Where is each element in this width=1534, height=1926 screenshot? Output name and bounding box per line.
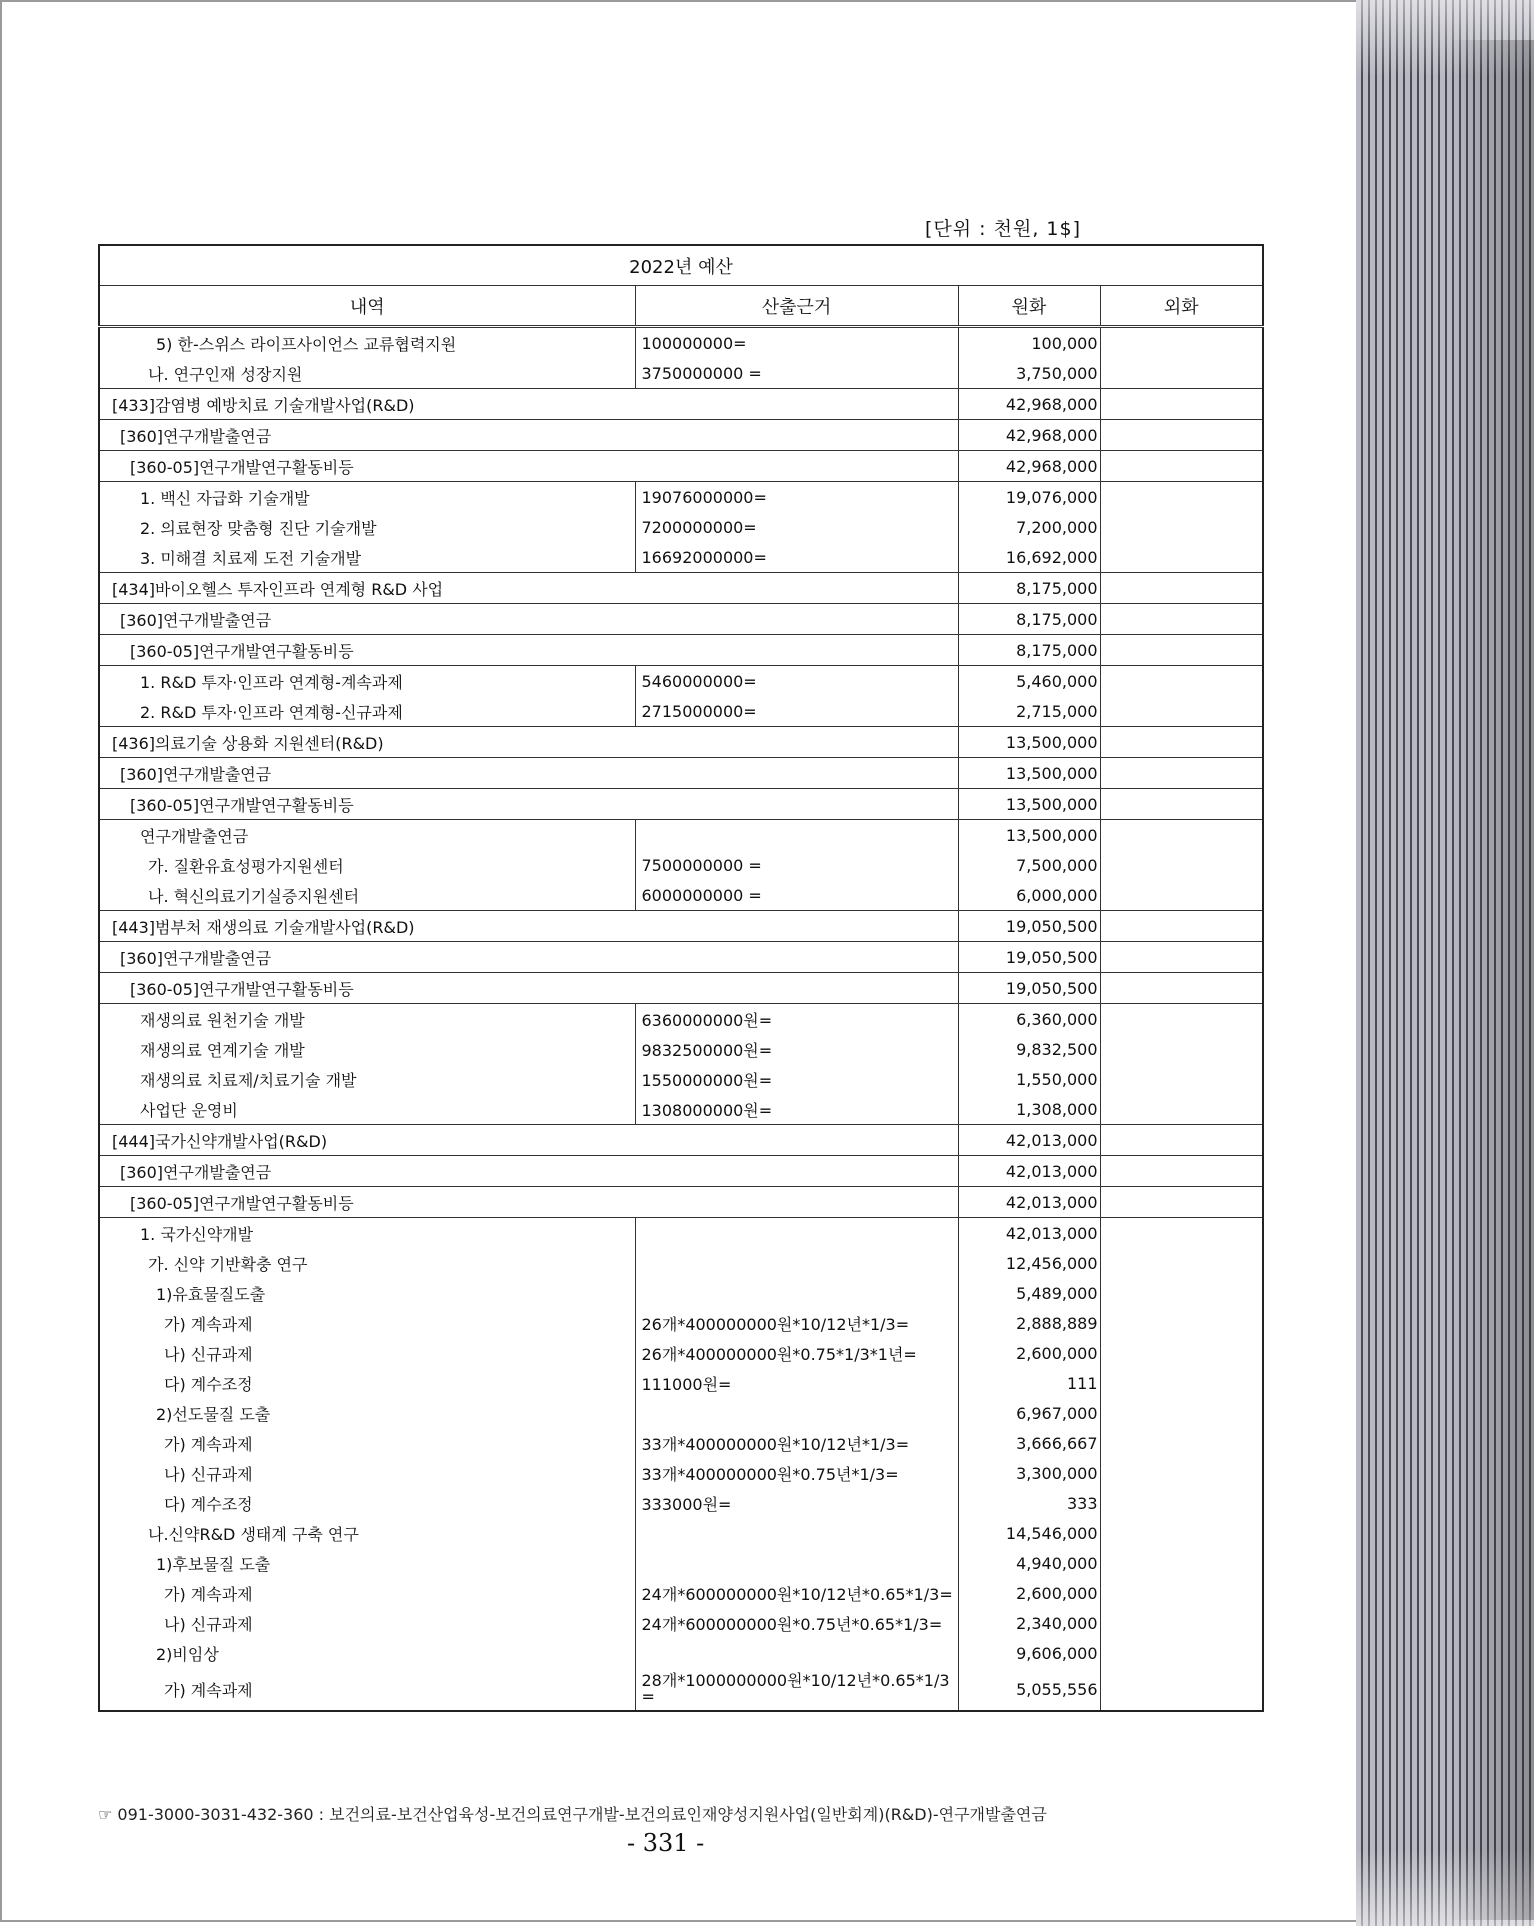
row-label: [360]연구개발출연금 bbox=[99, 942, 958, 973]
row-calculation: 111000원= bbox=[635, 1368, 958, 1398]
row-label: 1. 국가신약개발 bbox=[99, 1218, 635, 1249]
row-amount-foreign bbox=[1100, 512, 1263, 542]
row-amount-krw: 8,175,000 bbox=[958, 604, 1100, 635]
row-label: 나) 신규과제 bbox=[99, 1608, 635, 1638]
table-row bbox=[99, 820, 1263, 851]
table-row bbox=[99, 1638, 1263, 1668]
table-row bbox=[99, 1608, 1263, 1638]
row-amount-krw: 42,013,000 bbox=[958, 1125, 1100, 1156]
table-row bbox=[99, 1428, 1263, 1458]
row-amount-foreign bbox=[1100, 358, 1263, 389]
row-label: 2. 의료현장 맞춤형 진단 기술개발 bbox=[99, 512, 635, 542]
row-calculation: 28개*1000000000원*10/12년*0.65*1/3 = bbox=[635, 1668, 958, 1711]
row-label: 3. 미해결 치료제 도전 기술개발 bbox=[99, 542, 635, 573]
row-amount-krw: 13,500,000 bbox=[958, 727, 1100, 758]
table-row bbox=[99, 327, 1263, 359]
row-amount-foreign bbox=[1100, 789, 1263, 820]
row-amount-krw: 1,308,000 bbox=[958, 1094, 1100, 1125]
row-amount-foreign bbox=[1100, 727, 1263, 758]
row-calculation bbox=[635, 1248, 958, 1278]
row-amount-foreign bbox=[1100, 604, 1263, 635]
table-row bbox=[99, 573, 1263, 604]
table-row bbox=[99, 789, 1263, 820]
row-calculation: 7500000000 = bbox=[635, 850, 958, 880]
row-label: [436]의료기술 상용화 지원센터(R&D) bbox=[99, 727, 958, 758]
row-amount-krw: 4,940,000 bbox=[958, 1548, 1100, 1578]
row-amount-krw: 1,550,000 bbox=[958, 1064, 1100, 1094]
row-calculation bbox=[635, 1218, 958, 1249]
budget-table bbox=[98, 244, 1264, 1712]
row-label: [360]연구개발출연금 bbox=[99, 1156, 958, 1187]
row-amount-krw: 13,500,000 bbox=[958, 820, 1100, 851]
row-label: 나) 신규과제 bbox=[99, 1338, 635, 1368]
row-amount-krw: 42,013,000 bbox=[958, 1187, 1100, 1218]
row-amount-foreign bbox=[1100, 1668, 1263, 1711]
row-label: [444]국가신약개발사업(R&D) bbox=[99, 1125, 958, 1156]
row-calculation bbox=[635, 820, 958, 851]
row-calculation: 7200000000= bbox=[635, 512, 958, 542]
row-label: 5) 한-스위스 라이프사이언스 교류협력지원 bbox=[99, 327, 635, 359]
budget-table-body bbox=[99, 327, 1263, 1712]
row-amount-foreign bbox=[1100, 1398, 1263, 1428]
table-row bbox=[99, 1278, 1263, 1308]
row-label: 2. R&D 투자·인프라 연계형-신규과제 bbox=[99, 696, 635, 727]
row-amount-foreign bbox=[1100, 1368, 1263, 1398]
row-label: [360-05]연구개발연구활동비등 bbox=[99, 789, 958, 820]
row-calculation: 24개*600000000원*10/12년*0.65*1/3= bbox=[635, 1578, 958, 1608]
row-amount-krw: 8,175,000 bbox=[958, 573, 1100, 604]
row-amount-foreign bbox=[1100, 635, 1263, 666]
table-row bbox=[99, 1248, 1263, 1278]
row-amount-foreign bbox=[1100, 482, 1263, 513]
row-amount-krw: 42,013,000 bbox=[958, 1218, 1100, 1249]
row-calculation: 9832500000원= bbox=[635, 1034, 958, 1064]
row-amount-krw: 3,750,000 bbox=[958, 358, 1100, 389]
row-amount-foreign bbox=[1100, 1578, 1263, 1608]
row-amount-krw: 9,832,500 bbox=[958, 1034, 1100, 1064]
row-amount-foreign bbox=[1100, 1278, 1263, 1308]
row-amount-krw: 6,360,000 bbox=[958, 1004, 1100, 1035]
table-row bbox=[99, 1308, 1263, 1338]
row-amount-foreign bbox=[1100, 451, 1263, 482]
table-row bbox=[99, 758, 1263, 789]
row-calculation: 33개*400000000원*10/12년*1/3= bbox=[635, 1428, 958, 1458]
row-calculation: 1550000000원= bbox=[635, 1064, 958, 1094]
row-label: 재생의료 연계기술 개발 bbox=[99, 1034, 635, 1064]
row-label: 나. 연구인재 성장지원 bbox=[99, 358, 635, 389]
table-row bbox=[99, 1668, 1263, 1711]
row-amount-krw: 5,055,556 bbox=[958, 1668, 1100, 1711]
row-calculation bbox=[635, 1278, 958, 1308]
row-amount-foreign bbox=[1100, 880, 1263, 911]
row-calculation: 33개*400000000원*0.75년*1/3= bbox=[635, 1458, 958, 1488]
table-row bbox=[99, 973, 1263, 1004]
row-amount-krw: 13,500,000 bbox=[958, 758, 1100, 789]
row-calculation bbox=[635, 1548, 958, 1578]
row-calculation: 16692000000= bbox=[635, 542, 958, 573]
table-row bbox=[99, 1338, 1263, 1368]
table-row bbox=[99, 1368, 1263, 1398]
row-amount-foreign bbox=[1100, 1518, 1263, 1548]
row-amount-krw: 2,340,000 bbox=[958, 1608, 1100, 1638]
row-label: 가. 신약 기반확충 연구 bbox=[99, 1248, 635, 1278]
table-row bbox=[99, 604, 1263, 635]
row-amount-foreign bbox=[1100, 573, 1263, 604]
page-number: - 331 - bbox=[627, 1829, 705, 1857]
row-calculation: 333000원= bbox=[635, 1488, 958, 1518]
table-row bbox=[99, 1218, 1263, 1249]
row-amount-foreign bbox=[1100, 420, 1263, 451]
page-edge-shadow bbox=[1448, 40, 1534, 1920]
row-amount-krw: 42,968,000 bbox=[958, 451, 1100, 482]
row-label: 가) 계속과제 bbox=[99, 1428, 635, 1458]
row-amount-krw: 5,460,000 bbox=[958, 666, 1100, 697]
table-row bbox=[99, 1094, 1263, 1125]
row-label: 재생의료 원천기술 개발 bbox=[99, 1004, 635, 1035]
row-label: 나) 신규과제 bbox=[99, 1458, 635, 1488]
row-amount-krw: 42,968,000 bbox=[958, 389, 1100, 420]
row-label: [360-05]연구개발연구활동비등 bbox=[99, 973, 958, 1004]
row-amount-krw: 12,456,000 bbox=[958, 1248, 1100, 1278]
table-row bbox=[99, 1458, 1263, 1488]
row-calculation: 1308000000원= bbox=[635, 1094, 958, 1125]
row-amount-foreign bbox=[1100, 1004, 1263, 1035]
row-amount-krw: 100,000 bbox=[958, 327, 1100, 359]
row-label: 재생의료 치료제/치료기술 개발 bbox=[99, 1064, 635, 1094]
row-amount-krw: 16,692,000 bbox=[958, 542, 1100, 573]
row-amount-krw: 7,500,000 bbox=[958, 850, 1100, 880]
row-amount-krw: 2,888,889 bbox=[958, 1308, 1100, 1338]
row-amount-krw: 8,175,000 bbox=[958, 635, 1100, 666]
row-amount-foreign bbox=[1100, 1458, 1263, 1488]
row-label: 1. R&D 투자·인프라 연계형-계속과제 bbox=[99, 666, 635, 697]
row-amount-krw: 6,967,000 bbox=[958, 1398, 1100, 1428]
row-label: 나. 혁신의료기기실증지원센터 bbox=[99, 880, 635, 911]
table-row bbox=[99, 1034, 1263, 1064]
row-label: [360-05]연구개발연구활동비등 bbox=[99, 451, 958, 482]
row-calculation: 6000000000 = bbox=[635, 880, 958, 911]
row-amount-foreign bbox=[1100, 327, 1263, 359]
row-amount-krw: 7,200,000 bbox=[958, 512, 1100, 542]
row-amount-foreign bbox=[1100, 1064, 1263, 1094]
row-amount-krw: 2,600,000 bbox=[958, 1578, 1100, 1608]
row-amount-foreign bbox=[1100, 820, 1263, 851]
row-calculation: 19076000000= bbox=[635, 482, 958, 513]
row-amount-foreign bbox=[1100, 1308, 1263, 1338]
row-calculation: 3750000000 = bbox=[635, 358, 958, 389]
row-calculation bbox=[635, 1518, 958, 1548]
row-amount-krw: 9,606,000 bbox=[958, 1638, 1100, 1668]
table-row bbox=[99, 1488, 1263, 1518]
table-row bbox=[99, 1064, 1263, 1094]
row-label: [360-05]연구개발연구활동비등 bbox=[99, 1187, 958, 1218]
row-label: 2)비임상 bbox=[99, 1638, 635, 1668]
table-row bbox=[99, 542, 1263, 573]
header-item: 내역 bbox=[99, 286, 635, 327]
header-krw: 원화 bbox=[958, 286, 1100, 327]
row-label: 가) 계속과제 bbox=[99, 1578, 635, 1608]
row-amount-foreign bbox=[1100, 1428, 1263, 1458]
row-label: [360]연구개발출연금 bbox=[99, 604, 958, 635]
row-amount-foreign bbox=[1100, 666, 1263, 697]
row-label: [360-05]연구개발연구활동비등 bbox=[99, 635, 958, 666]
row-calculation: 26개*400000000원*0.75*1/3*1년= bbox=[635, 1338, 958, 1368]
row-label: 나.신약R&D 생태계 구축 연구 bbox=[99, 1518, 635, 1548]
row-label: 가) 계속과제 bbox=[99, 1668, 635, 1711]
row-amount-foreign bbox=[1100, 850, 1263, 880]
row-calculation: 100000000= bbox=[635, 327, 958, 359]
row-amount-foreign bbox=[1100, 1034, 1263, 1064]
table-row bbox=[99, 911, 1263, 942]
table-row bbox=[99, 880, 1263, 911]
table-row bbox=[99, 482, 1263, 513]
row-amount-foreign bbox=[1100, 389, 1263, 420]
row-calculation: 24개*600000000원*0.75년*0.65*1/3= bbox=[635, 1608, 958, 1638]
header-foreign: 외화 bbox=[1100, 286, 1263, 327]
row-amount-krw: 19,050,500 bbox=[958, 973, 1100, 1004]
table-row bbox=[99, 727, 1263, 758]
table-row bbox=[99, 635, 1263, 666]
row-amount-krw: 3,300,000 bbox=[958, 1458, 1100, 1488]
row-label: 다) 계수조정 bbox=[99, 1488, 635, 1518]
row-label: 연구개발출연금 bbox=[99, 820, 635, 851]
row-amount-foreign bbox=[1100, 1488, 1263, 1518]
table-row bbox=[99, 512, 1263, 542]
row-calculation: 2715000000= bbox=[635, 696, 958, 727]
table-row bbox=[99, 1398, 1263, 1428]
row-amount-foreign bbox=[1100, 696, 1263, 727]
row-calculation bbox=[635, 1398, 958, 1428]
row-label: 2)선도물질 도출 bbox=[99, 1398, 635, 1428]
table-row bbox=[99, 850, 1263, 880]
row-amount-krw: 42,013,000 bbox=[958, 1156, 1100, 1187]
table-row bbox=[99, 1004, 1263, 1035]
row-label: [360]연구개발출연금 bbox=[99, 758, 958, 789]
row-amount-foreign bbox=[1100, 1548, 1263, 1578]
row-label: 1. 백신 자급화 기술개발 bbox=[99, 482, 635, 513]
row-amount-krw: 13,500,000 bbox=[958, 789, 1100, 820]
row-amount-krw: 2,715,000 bbox=[958, 696, 1100, 727]
table-row bbox=[99, 420, 1263, 451]
row-label: [360]연구개발출연금 bbox=[99, 420, 958, 451]
row-amount-foreign bbox=[1100, 758, 1263, 789]
row-calculation: 6360000000원= bbox=[635, 1004, 958, 1035]
row-amount-krw: 2,600,000 bbox=[958, 1338, 1100, 1368]
row-label: [443]범부처 재생의료 기술개발사업(R&D) bbox=[99, 911, 958, 942]
table-row bbox=[99, 1548, 1263, 1578]
row-amount-krw: 6,000,000 bbox=[958, 880, 1100, 911]
table-row bbox=[99, 389, 1263, 420]
row-amount-krw: 19,076,000 bbox=[958, 482, 1100, 513]
row-amount-foreign bbox=[1100, 542, 1263, 573]
row-label: 1)유효물질도출 bbox=[99, 1278, 635, 1308]
row-amount-krw: 19,050,500 bbox=[958, 911, 1100, 942]
table-row bbox=[99, 1156, 1263, 1187]
row-amount-krw: 19,050,500 bbox=[958, 942, 1100, 973]
table-row bbox=[99, 358, 1263, 389]
table-row bbox=[99, 1125, 1263, 1156]
row-label: 1)후보물질 도출 bbox=[99, 1548, 635, 1578]
table-row bbox=[99, 1518, 1263, 1548]
row-amount-krw: 111 bbox=[958, 1368, 1100, 1398]
row-calculation bbox=[635, 1638, 958, 1668]
table-row bbox=[99, 451, 1263, 482]
footnote: ☞ 091-3000-3031-432-360 : 보건의료-보건산업육성-보건의료연구개발-보건의료인재양성지원사업(일반회계)(R&D)-연구개발출연금 bbox=[98, 1805, 1047, 1824]
row-amount-krw: 5,489,000 bbox=[958, 1278, 1100, 1308]
row-amount-foreign bbox=[1100, 1338, 1263, 1368]
row-amount-foreign bbox=[1100, 1218, 1263, 1249]
row-amount-krw: 333 bbox=[958, 1488, 1100, 1518]
row-calculation: 5460000000= bbox=[635, 666, 958, 697]
table-title: 2022년 예산 bbox=[99, 245, 1263, 286]
row-label: 다) 계수조정 bbox=[99, 1368, 635, 1398]
row-amount-krw: 42,968,000 bbox=[958, 420, 1100, 451]
row-label: 가) 계속과제 bbox=[99, 1308, 635, 1338]
table-row bbox=[99, 696, 1263, 727]
row-amount-foreign bbox=[1100, 1094, 1263, 1125]
row-label: [434]바이오헬스 투자인프라 연계형 R&D 사업 bbox=[99, 573, 958, 604]
row-amount-foreign bbox=[1100, 942, 1263, 973]
header-basis: 산출근거 bbox=[635, 286, 958, 327]
row-amount-foreign bbox=[1100, 1638, 1263, 1668]
row-calculation: 26개*400000000원*10/12년*1/3= bbox=[635, 1308, 958, 1338]
row-amount-krw: 3,666,667 bbox=[958, 1428, 1100, 1458]
row-label: 사업단 운영비 bbox=[99, 1094, 635, 1125]
row-amount-foreign bbox=[1100, 1187, 1263, 1218]
table-row bbox=[99, 942, 1263, 973]
row-amount-foreign bbox=[1100, 1156, 1263, 1187]
row-amount-foreign bbox=[1100, 973, 1263, 1004]
row-amount-krw: 14,546,000 bbox=[958, 1518, 1100, 1548]
row-amount-foreign bbox=[1100, 911, 1263, 942]
row-label: [433]감염병 예방치료 기술개발사업(R&D) bbox=[99, 389, 958, 420]
table-row bbox=[99, 1187, 1263, 1218]
row-amount-foreign bbox=[1100, 1125, 1263, 1156]
row-amount-foreign bbox=[1100, 1608, 1263, 1638]
unit-label: [단위 : 천원, 1$] bbox=[925, 218, 1081, 240]
table-row bbox=[99, 1578, 1263, 1608]
table-row bbox=[99, 666, 1263, 697]
row-label: 가. 질환유효성평가지원센터 bbox=[99, 850, 635, 880]
row-amount-foreign bbox=[1100, 1248, 1263, 1278]
